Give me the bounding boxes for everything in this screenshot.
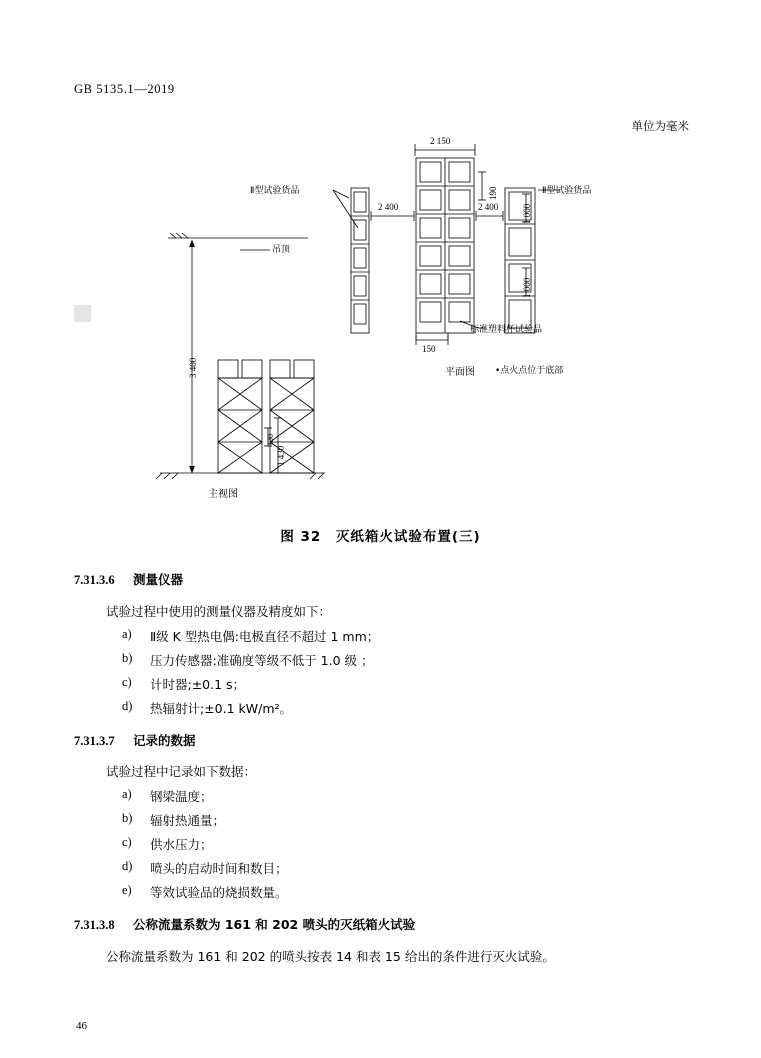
list-label-d: d) [122,859,133,873]
margin-mark [74,305,91,322]
figure-label-commodity-right: Ⅱ型试验货品 [542,186,592,196]
page-number: 46 [76,1020,87,1032]
figure-32-drawing [130,128,690,523]
figure-label-commodity-left: Ⅱ型试验货品 [250,186,300,196]
list-label-c: c) [122,835,132,849]
figure-label-ignition-note: •点火点位于底部 [495,366,564,376]
section-heading-7-31-3-6 [74,570,183,588]
list-label-b: b) [122,651,133,665]
section-heading-7-31-3-7 [74,731,196,749]
section-title: 公称流量系数为 161 和 202 喷头的灭纸箱火试验 [132,917,416,932]
figure-label-front-view: 主视图 [208,489,238,500]
list-item: 喷头的启动时间和数目； [150,861,288,876]
figure-label-cup-sample: 标准塑料杯试验品 [470,325,543,335]
list-label-d: d) [122,699,133,713]
list-label-a: a) [122,787,132,801]
list-item: 热辐射计;±0.1 kW/m²。 [150,701,293,716]
list-item: 钢梁温度； [150,789,213,804]
figure-caption: 图 32 灭纸箱火试验布置(三) [280,529,481,545]
section-title: 记录的数据 [132,733,196,748]
section-heading-7-31-3-8 [74,915,415,933]
list-item: 压力传感器:准确度等级不低于 1.0 级 ； [150,653,374,668]
figure-dim-1000-a: 1 000 [522,203,532,224]
list-label-e: e) [122,883,132,897]
figure-svg [130,128,690,523]
section-number: 7.31.3.7 [74,734,115,748]
section-number: 7.31.3.6 [74,573,115,587]
figure-label-ceiling: 吊顶 [272,245,291,255]
list-item: 等效试验品的烧损数量。 [150,885,288,900]
figure-label-plan-view: 平面图 [445,367,475,378]
list-item: 辐射热通量； [150,813,226,828]
list-label-c: c) [122,675,132,689]
section-title: 测量仪器 [132,572,183,587]
figure-dim-1430: 1 430 [276,445,286,466]
section-intro-7-31-3-7: 试验过程中记录如下数据： [106,764,257,779]
figure-dim-left-gap: 2 400 [378,202,399,212]
unit-note: 单位为毫米 [631,119,689,133]
figure-dim-150: 150 [422,344,436,354]
figure-dim-130: 130 [266,434,275,446]
section-intro-7-31-3-8: 公称流量系数为 161 和 202 的喷头按表 14 和表 15 给出的条件进行灭火试验。 [106,949,555,964]
figure-dim-right-gap: 2 400 [478,202,499,212]
list-item: Ⅱ级 K 型热电偶:电极直径不超过 1 mm； [150,629,380,644]
figure-dim-1000-b: 1 000 [522,277,532,298]
figure-dim-190: 190 [488,186,498,200]
page-header: GB 5135.1—2019 [74,82,175,96]
list-item: 计时器;±0.1 s； [150,677,246,692]
figure-dim-top-width: 2 150 [430,136,451,146]
section-intro-7-31-3-6: 试验过程中使用的测量仪器及精度如下： [106,604,332,619]
list-label-b: b) [122,811,133,825]
figure-dim-3400: 3 400 [188,357,198,378]
list-item: 供水压力； [150,837,213,852]
list-label-a: a) [122,627,132,641]
section-number: 7.31.3.8 [74,918,115,932]
